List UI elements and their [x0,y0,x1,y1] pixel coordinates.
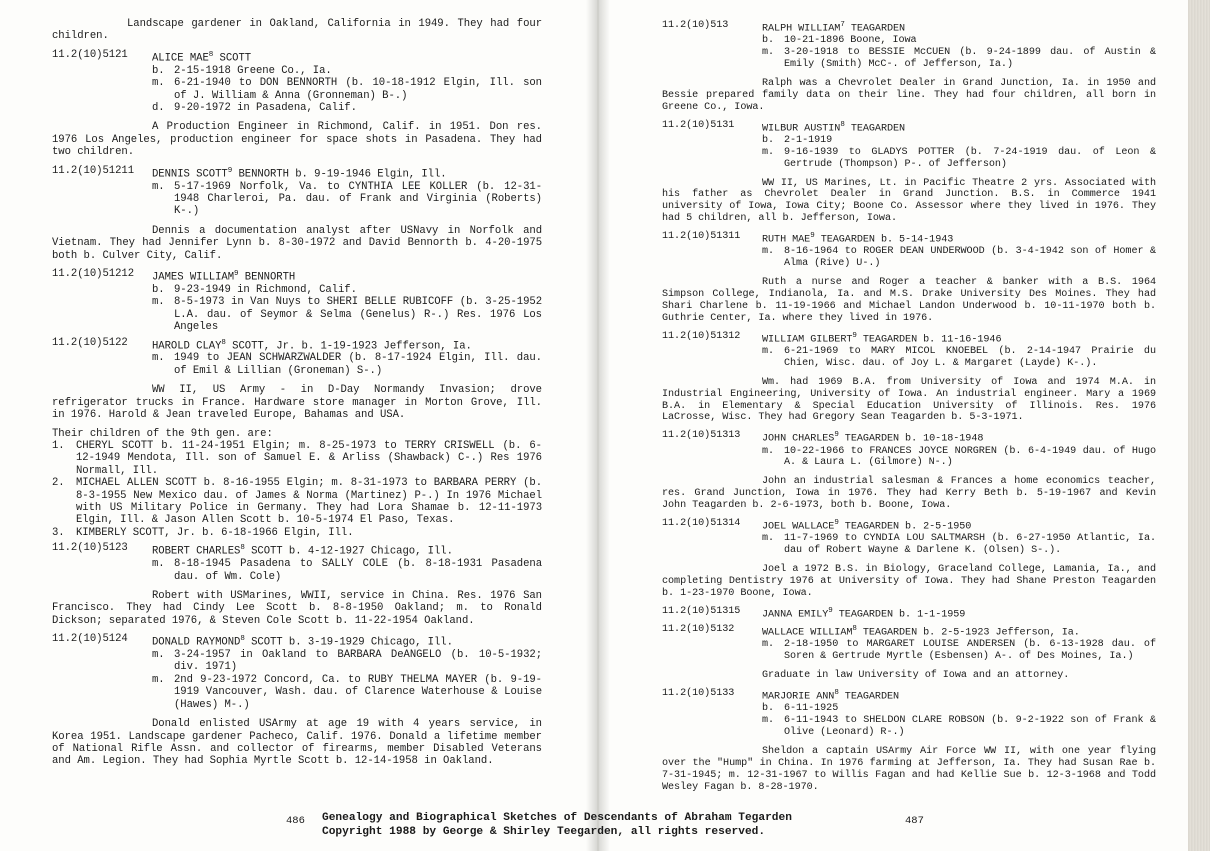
entry-name: JOHN CHARLES [762,433,835,445]
event-line [152,674,542,711]
event-line [152,558,542,583]
genealogy-entry [52,337,542,378]
entry-name: WILBUR AUSTIN [762,122,841,134]
event-label: m. [152,180,165,193]
entry-name: WALLACE WILLIAM [762,627,853,639]
entry-name-suffix: TEAGARDEN [844,23,906,35]
biography-paragraph: Ralph was a Chevrolet Dealer in Grand Junction, Ia. in 1950 and Bessie prepared family data on their line. They had four children, all born in Greene Co., Iowa. [662,77,1156,113]
event-line [762,703,1156,715]
entry-name-suffix: SCOTT, Jr. b. 1-19-1923 Jefferson, Ia. [225,340,472,353]
event-label: m. [762,146,775,158]
biography-paragraph: WW II, US Army - in D-Day Normandy Invasion; drove refrigerator trucks in France. Hardware store manager in Morton Grove, Ill. in 1976. Harold & Jean traveled Europe, Bahamas and USA. [52,384,542,422]
event-line [152,649,542,674]
entry-body [152,165,542,218]
event-label: d. [152,101,165,114]
biography-paragraph: Robert with USMarines, WWII, service in China. Res. 1976 San Francisco. They had Cindy Lee Scott b. 8-8-1950 Oakland; m. to Ronald Dickson; separated 1976, & Steven Cole Scott b. 11-22-1954 Oakland. [52,589,542,627]
entry-body [762,120,1156,171]
entry-body [152,268,542,334]
entry-body [762,624,1156,663]
entry-name-line [762,331,1156,346]
event-text: 1949 to JEAN SCHWARZWALDER (b. 8-17-1924 Elgin, Ill. dau. of Emil & Lillian (Groneman) S-.) [174,352,542,377]
entry-id: 11.2(10)5121 [52,48,128,61]
event-text: 10-21-1896 Boone, Iowa [784,35,917,47]
entry-name-line [152,165,542,181]
entry-body [762,20,1156,71]
genealogy-entry [662,688,1156,739]
entry-name: DENNIS SCOTT [152,168,228,181]
entry-id: 11.2(10)51211 [52,164,134,177]
genealogy-entry [662,624,1156,663]
entry-name: DONALD RAYMOND [152,636,241,649]
generation-number: 8 [208,50,214,59]
genealogy-entry [52,268,542,334]
entry-name-line [152,542,542,558]
event-label: m. [152,352,165,365]
genealogy-entry [662,120,1156,171]
child-text: KIMBERLY SCOTT, Jr. b. 6-18-1966 Elgin, Ill. [76,526,354,539]
event-line [152,181,542,218]
entry-name-line [762,624,1156,639]
event-line [152,77,542,102]
entry-body [152,49,542,115]
event-text: 2nd 9-23-1972 Concord, Ca. to RUBY THELMA MAYER (b. 9-19-1919 Vancouver, Wash. dau. of Clarence Waterhouse & Louise (Hawes) M-.) [174,673,542,711]
entry-name-suffix: TEAGARDEN [838,691,900,703]
entry-id: 11.2(10)51311 [662,231,741,243]
entry-name: ROBERT CHARLES [152,545,241,558]
entry-id: 11.2(10)51212 [52,267,134,280]
genealogy-entry [662,606,1156,621]
entry-name-line [762,20,1156,35]
entry-body [762,518,1156,557]
entry-id: 11.2(10)51312 [662,330,741,342]
child-number: 3. [52,526,65,539]
biography-paragraph: Donald enlisted USArmy at age 19 with 4 years service, in Korea 1951. Landscape gardener Pacheco, Calif. 1976. Donald a lifetime member of National Rifle Assn. and collector of firearms, member Disabled Veterans and Am. Legion. They had Sophia Myrtle Scott b. 12-14-1958 in Oakland. [52,718,542,768]
entry-id: 11.2(10)5124 [52,633,128,646]
genealogy-entry [52,633,542,711]
entry-name-line [762,430,1156,445]
child-text: CHERYL SCOTT b. 11-24-1951 Elgin; m. 8-25-1973 to TERRY CRISWELL (b. 6-12-1949 Mendota, Ill. son of Samuel E. & Arliss (Shawback) C-.) Res 1976 Normall, Ill. [76,439,542,477]
event-line [762,47,1156,71]
intro-paragraph [52,18,542,43]
child-item [52,527,542,539]
event-label: m. [762,533,775,545]
event-line [762,147,1156,171]
generation-number: 9 [834,519,839,528]
genealogy-entry [662,20,1156,71]
event-line [762,135,1156,147]
entry-id: 11.2(10)5131 [662,119,735,131]
event-text: 2-1-1919 [784,134,833,146]
event-line [762,446,1156,470]
entry-name-line [762,688,1156,703]
event-line [762,639,1156,663]
entry-name-suffix: TEAGARDEN b. 2-5-1923 Jefferson, Ia. [856,627,1080,639]
event-label: m. [762,715,775,727]
biography-paragraph: Joel a 1972 B.S. in Biology, Graceland College, Lamania, Ia., and completing Dentistry 1976 at University of Iowa. They had Shane Preston Teagarden b. 1-23-1970 Boone, Iowa. [662,564,1156,599]
book-gutter [586,0,610,851]
page-number-right: 487 [905,815,924,827]
event-label: m. [152,649,165,662]
generation-number: 9 [852,331,857,340]
event-label: m. [762,345,775,357]
entry-name: HAROLD CLAY [152,340,222,353]
entry-name-suffix: TEAGARDEN [844,122,906,134]
event-label: m. [152,558,165,571]
event-text: 11-7-1969 to CYNDIA LOU SALTMARSH (b. 6-27-1950 Atlantic, Ia. dau of Robert Wayne & Darlene K. (Olsen) S-.). [784,533,1156,557]
genealogy-entry [662,518,1156,557]
event-label: m. [762,47,775,59]
generation-number: 8 [834,688,839,697]
generation-number: 9 [227,166,233,175]
generation-number: 8 [240,635,245,644]
entry-name-line [152,337,542,353]
entry-name: RUTH MAE [762,234,811,246]
entry-name-line [762,120,1156,135]
entry-list [662,20,1156,793]
genealogy-entry [52,542,542,583]
event-text: 6-11-1943 to SHELDON CLARE ROBSON (b. 9-2-1922 son of Frank & Olive (Leonard) R-.) [784,715,1156,739]
page-number-left: 486 [286,815,305,827]
child-item [52,440,542,477]
entry-name: ALICE MAE [152,52,209,65]
genealogy-entry [52,49,542,115]
entry-name: JAMES WILLIAM [152,271,234,284]
entry-name: WILLIAM GILBERT [762,334,853,346]
event-label: b. [152,283,165,296]
event-label: b. [762,703,775,715]
entry-body [762,331,1156,370]
entry-name-suffix: BENNORTH b. 9-19-1946 Elgin, Ill. [232,168,447,181]
child-item [52,477,542,527]
biography-paragraph: Graduate in law University of Iowa and an attorney. [762,670,1070,682]
event-label: m. [762,639,775,651]
child-number: 1. [52,439,65,452]
entry-name-suffix: BENNORTH [238,271,296,284]
biography-paragraph: Dennis a documentation analyst after USNavy in Norfolk and Vietnam. They had Jennifer Lynn b. 8-30-1972 and David Bennorth b. 4-20-1975 both b. Culver City, Calif. [52,224,542,262]
event-text: 3-20-1918 to BESSIE McCUEN (b. 9-24-1899 dau. of Austin & Emily (Smith) McC-. of Jefferson, Ia.) [784,47,1156,71]
generation-number: 9 [828,606,833,615]
entry-id: 11.2(10)513 [662,20,729,31]
event-line [762,533,1156,557]
generation-number: 8 [221,338,226,347]
entry-id: 11.2(10)5122 [52,336,128,349]
biography-paragraph: Wm. had 1969 B.A. from University of Iowa and 1974 M.A. in Industrial Engineering, University of Iowa. An industrial engineer. Mary a 1969 B.A. in Elementary & Special Education University of Illinois. Res. 1976 LaCrosse, Wisc. They had Gregory Sean Teagarden b. 5-3-1971. [662,376,1156,424]
event-text: 3-24-1957 in Oakland to BARBARA DeANGELO (b. 10-5-1932; div. 1971) [174,649,542,674]
book-footer [322,811,862,839]
event-label: b. [152,64,165,77]
entry-name-line [152,49,542,65]
entry-name-suffix: TEAGARDEN b. 1-1-1959 [832,609,966,621]
event-line [152,284,542,296]
entry-id: 11.2(10)5132 [662,624,735,636]
entry-name-line [762,231,1156,246]
event-text: 10-22-1966 to FRANCES JOYCE NORGREN (b. 6-4-1949 dau. of Hugo A. & Laura L. (Gilmore) N-.) [784,445,1156,469]
copyright-line: Copyright 1988 by George & Shirley Teegarden, all rights reserved. [322,826,766,838]
event-line [762,35,1156,47]
entry-name: RALPH WILLIAM [762,23,841,35]
entry-name-suffix: TEAGARDEN b. 2-5-1950 [838,521,972,533]
event-text: 9-23-1949 in Richmond, Calif. [174,283,357,296]
event-text: 5-17-1969 Norfolk, Va. to CYNTHIA LEE KOLLER (b. 12-31-1948 Charleroi, Pa. dau. of Frank and Virginia (Roberts) K-.) [174,180,542,218]
entry-id: 11.2(10)51314 [662,518,741,530]
event-text: 9-16-1939 to GLADYS POTTER (b. 7-24-1919 dau. of Leon & Gertrude (Thompson) P-. of Jefferson) [784,146,1156,170]
entry-body [152,633,542,711]
entry-name: MARJORIE ANN [762,691,835,703]
event-text: 2-18-1950 to MARGARET LOUISE ANDERSEN (b. 6-13-1928 dau. of Soren & Gertrude Myrtle (Esbensen) A-. of Des Moines, Ia.) [784,639,1156,663]
entry-name: JOEL WALLACE [762,521,835,533]
entry-body [762,430,1156,469]
entry-body [152,337,542,378]
page-edges [1188,0,1210,851]
event-label: m. [152,296,165,309]
entry-body [152,542,542,583]
event-line [152,102,542,114]
event-line [762,715,1156,739]
biography-paragraph: WW II, US Marines, Lt. in Pacific Theatre 2 yrs. Associated with his father as Chevrolet Dealer in Grand Junction. B.S. in Commerce 1941 university of Iowa, Iowa City; Boone Co. Assessor where they lived in 1976. They had 5 children, all b. Jefferson, Iowa. [662,177,1156,225]
event-text: 2-15-1918 Greene Co., Ia. [174,64,332,77]
child-text: MICHAEL ALLEN SCOTT b. 8-16-1955 Elgin; m. 8-31-1973 to BARBARA PERRY (b. 8-3-1955 New Mexico dau. of James & Norma (Martinez) P-.) In 1976 Michael with US Military Police in Germany. They had Lora Shamae b. 12-11-1973 Elgin, Ill. & Jason Allen Scott b. 10-5-1974 El Paso, Texas. [76,477,542,527]
entry-name-suffix: SCOTT [213,52,252,65]
event-line [152,352,542,377]
entry-name-line [152,633,542,649]
children-list [52,440,542,539]
event-text: 8-5-1973 in Van Nuys to SHERI BELLE RUBICOFF (b. 3-25-1952 L.A. dau. of Seymor & Selma (Genelus) R-.) Res. 1976 Los Angeles [174,296,542,334]
right-page-text [662,17,1156,799]
entry-body [762,606,1156,621]
event-label: b. [762,134,775,146]
event-text: 6-21-1940 to DON BENNORTH (b. 10-18-1912 Elgin, Ill. son of J. William & Anna (Gronneman) B-.) [174,77,542,102]
generation-number: 9 [810,232,815,241]
generation-number: 8 [240,544,245,553]
genealogy-entry [662,231,1156,270]
generation-number: 7 [840,21,845,29]
event-label: m. [152,77,165,90]
entry-name-line [762,606,1156,621]
event-text: 9-20-1972 in Pasadena, Calif. [174,101,357,114]
entry-name-suffix: TEAGARDEN b. 11-16-1946 [856,334,1002,346]
entry-id: 11.2(10)51315 [662,605,741,617]
entry-id: 11.2(10)51313 [662,430,741,442]
event-text: 6-21-1969 to MARY MICOL KNOEBEL (b. 2-14-1947 Prairie du Chien, Wisc. dau. of Joy L. & Margaret (Layde) K-.). [784,345,1156,369]
biography-paragraph: Sheldon a captain USArmy Air Force WW II, with one year flying over the "Hump" in China. In 1976 farming at Jefferson, Ia. They had Susan Rae b. 7-31-1945; m. 12-31-1967 to Willis Fagan and had Kellie Sue b. 12-3-1968 and Todd Wesley Fagan b. 8-28-1970. [662,745,1156,793]
event-text: 6-11-1925 [784,703,839,715]
biography-paragraph: John an industrial salesman & Frances a home economics teacher, res. Grand Junction, Iowa in 1976. They had Kerry Beth b. 5-19-1967 and Kevin John Teagarden b. 2-6-1973, both b. Boone, Iowa. [662,476,1156,512]
entry-id: 11.2(10)5123 [52,542,128,555]
event-line [152,296,542,333]
intro-line: Landscape gardener in Oakland, California in 1949. They had four children. [52,18,542,43]
entry-name: JANNA EMILY [762,609,829,621]
event-label: m. [762,445,775,457]
event-line [762,246,1156,270]
event-label: m. [762,246,775,258]
event-text: 8-18-1945 Pasadena to SALLY COLE (b. 8-18-1931 Pasadena dau. of Wm. Cole) [174,558,542,583]
event-line [762,346,1156,370]
event-label: b. [762,35,775,47]
children-heading: Their children of the 9th gen. are: [52,427,273,440]
entry-list-continued [52,542,542,768]
left-page-text [52,18,542,774]
genealogy-entry [662,331,1156,370]
generation-number: 8 [840,120,845,129]
entry-name-suffix: TEAGARDEN b. 10-18-1948 [838,433,984,445]
generation-number: 8 [852,625,857,634]
biography-paragraph: Ruth a nurse and Roger a teacher & banker with a B.S. 1964 Simpson College, Indianola, Ia. and M.S. Drake University Des Moines. They had Shari Charlene b. 11-19-1966 and Michael Landon Underwood b. 10-11-1970 both b. Guthrie Center, Ia. where they lived in 1976. [662,277,1156,324]
entry-name-line [762,518,1156,533]
entry-name-suffix: SCOTT b. 3-19-1929 Chicago, Ill. [244,636,453,649]
entry-body [762,231,1156,270]
event-line [152,65,542,77]
genealogy-entry [662,430,1156,469]
entry-name-line [152,268,542,284]
entry-name-suffix: TEAGARDEN b. 5-14-1943 [814,234,954,246]
event-text: 8-16-1964 to ROGER DEAN UNDERWOOD (b. 3-4-1942 son of Homer & Alma (Rive) U-.) [784,246,1156,270]
book-title: Genealogy and Biographical Sketches of Descendants of Abraham Tegarden [322,812,792,824]
event-label: m. [152,673,165,686]
entry-name-suffix: SCOTT b. 4-12-1927 Chicago, Ill. [244,545,453,558]
generation-number: 9 [834,431,839,440]
entry-body [762,688,1156,739]
entry-list [52,49,542,422]
generation-number: 9 [234,269,239,278]
entry-id: 11.2(10)5133 [662,687,735,699]
genealogy-entry [52,165,542,218]
biography-paragraph: A Production Engineer in Richmond, Calif. in 1951. Don res. 1976 Los Angeles, production engineer for space shots in Pasadena. They had two children. [52,121,542,159]
child-number: 2. [52,477,65,490]
